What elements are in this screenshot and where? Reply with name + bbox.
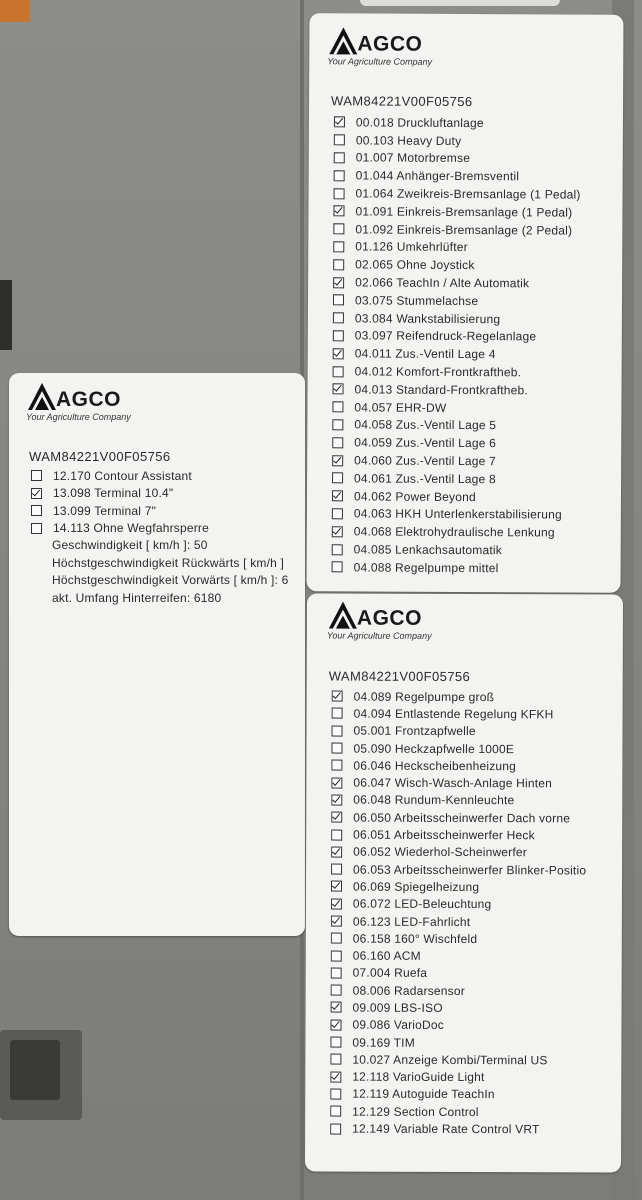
option-item xyxy=(332,688,587,706)
empty-checkbox-icon xyxy=(31,523,42,534)
serial-number: WAM84221V00F05756 xyxy=(328,668,471,685)
empty-checkbox-icon xyxy=(330,1123,341,1134)
option-text: 13.098 Terminal 10.4" xyxy=(53,486,174,501)
checked-checkbox-icon xyxy=(331,846,342,857)
brand-tagline: Your Agriculture Company xyxy=(26,412,131,422)
option-item xyxy=(334,149,581,168)
empty-checkbox-icon xyxy=(330,1089,341,1100)
option-text: 01.044 Anhänger-Bremsventil xyxy=(355,168,520,184)
agco-triangle-icon xyxy=(26,381,58,411)
option-item xyxy=(333,327,580,346)
note-speed: Geschwindigkeit [ km/h ]: 50 xyxy=(52,538,208,552)
empty-checkbox-icon xyxy=(31,505,42,516)
option-text: 04.013 Standard-Frontkraftheb. xyxy=(354,382,529,398)
option-text: 06.052 Wiederhol-Scheinwerfer xyxy=(353,844,528,860)
option-text: 04.062 Power Beyond xyxy=(353,489,476,504)
option-item xyxy=(333,291,580,310)
option-item xyxy=(331,791,586,809)
option-text: 06.069 Spiegelheizung xyxy=(352,879,480,894)
option-text: 04.089 Regelpumpe groß xyxy=(353,689,495,704)
option-area xyxy=(31,467,301,617)
option-text: 01.007 Motorbremse xyxy=(355,150,471,166)
option-item xyxy=(330,1120,585,1138)
option-list xyxy=(330,688,587,1139)
option-text: 12.170 Contour Assistant xyxy=(53,468,192,483)
option-text: 09.009 LBS-ISO xyxy=(352,1000,443,1015)
option-item xyxy=(332,398,579,417)
notes-block xyxy=(31,537,289,607)
empty-checkbox-icon xyxy=(332,725,343,736)
option-text: 06.053 Arbeitsscheinwerfer Blinker-Positio xyxy=(353,862,587,878)
option-text: 04.011 Zus.-Ventil Lage 4 xyxy=(354,346,496,362)
option-text: 06.123 LED-Fahrlicht xyxy=(352,914,471,929)
checked-checkbox-icon xyxy=(331,794,342,805)
option-item xyxy=(332,451,579,470)
option-text: 06.072 LED-Beleuchtung xyxy=(352,896,492,912)
checked-checkbox-icon xyxy=(31,488,42,499)
option-item xyxy=(332,722,587,740)
serial-number: WAM84221V00F05756 xyxy=(29,449,171,464)
option-item xyxy=(333,380,580,399)
option-item xyxy=(332,540,579,559)
checked-checkbox-icon xyxy=(333,348,344,359)
empty-checkbox-icon xyxy=(334,134,345,145)
option-item xyxy=(330,1033,585,1051)
option-item xyxy=(331,947,586,965)
option-text: 06.048 Rundum-Kennleuchte xyxy=(353,793,515,808)
option-item xyxy=(330,1068,585,1086)
empty-checkbox-icon xyxy=(332,401,343,412)
option-item xyxy=(330,1016,585,1034)
note-max-forward: Höchstgeschwindigkeit Vorwärts [ km/h ]: 6 xyxy=(52,573,289,587)
agco-logo xyxy=(26,381,131,422)
empty-checkbox-icon xyxy=(333,259,344,270)
option-item xyxy=(331,861,586,879)
option-item xyxy=(333,220,580,239)
checked-checkbox-icon xyxy=(334,117,345,128)
checked-checkbox-icon xyxy=(332,526,343,537)
empty-checkbox-icon xyxy=(333,223,344,234)
option-text: 01.064 Zweikreis-Bremsanlage (1 Pedal) xyxy=(355,186,581,202)
empty-checkbox-icon xyxy=(331,743,342,754)
option-item xyxy=(331,878,586,896)
option-text: 02.066 TeachIn / Alte Automatik xyxy=(355,275,530,291)
checked-checkbox-icon xyxy=(331,881,342,892)
option-item xyxy=(331,826,586,844)
empty-checkbox-icon xyxy=(332,508,343,519)
option-item xyxy=(333,238,580,257)
option-item xyxy=(331,895,586,913)
option-text: 05.090 Heckzapfwelle 1000E xyxy=(353,741,515,756)
checked-checkbox-icon xyxy=(332,455,343,466)
brand-tagline: Your Agriculture Company xyxy=(326,630,432,641)
option-item xyxy=(331,757,586,775)
checked-checkbox-icon xyxy=(333,384,344,395)
option-label-bottom-right xyxy=(305,593,623,1172)
empty-checkbox-icon xyxy=(332,544,343,555)
empty-checkbox-icon xyxy=(334,170,345,181)
checked-checkbox-icon xyxy=(332,691,343,702)
option-text: 04.012 Komfort-Frontkraftheb. xyxy=(354,364,522,380)
option-area xyxy=(330,688,615,1157)
option-item xyxy=(331,912,586,930)
option-item xyxy=(331,739,586,757)
option-text: 10.027 Anzeige Kombi/Terminal US xyxy=(352,1052,548,1068)
orange-part xyxy=(0,0,30,22)
empty-checkbox-icon xyxy=(332,708,343,719)
door-hinge xyxy=(0,1030,82,1120)
option-item xyxy=(333,362,580,381)
option-text: 12.149 Variable Rate Control VRT xyxy=(352,1121,540,1137)
option-item xyxy=(330,1103,585,1121)
option-text: 04.061 Zus.-Ventil Lage 8 xyxy=(354,471,496,486)
option-item xyxy=(331,843,586,861)
option-item xyxy=(332,469,579,488)
empty-checkbox-icon xyxy=(330,1037,341,1048)
empty-checkbox-icon xyxy=(332,473,343,484)
agco-logo xyxy=(327,25,432,67)
option-text: 04.088 Regelpumpe mittel xyxy=(353,560,499,575)
option-text: 01.126 Umkehrlüfter xyxy=(355,239,468,255)
option-text: 02.065 Ohne Joystick xyxy=(355,257,475,273)
option-item xyxy=(333,202,580,221)
note-max-reverse: Höchstgeschwindigkeit Rückwärts [ km/h ] xyxy=(52,555,285,570)
option-item xyxy=(31,520,209,538)
empty-checkbox-icon xyxy=(330,1054,341,1065)
option-item xyxy=(332,505,579,524)
option-item xyxy=(31,467,209,485)
agco-logo xyxy=(327,600,432,641)
option-text: 05.001 Frontzapfwelle xyxy=(353,723,476,739)
checked-checkbox-icon xyxy=(333,206,344,217)
empty-checkbox-icon xyxy=(331,950,342,961)
empty-checkbox-icon xyxy=(332,562,343,573)
option-text: 06.158 160° Wischfeld xyxy=(352,931,478,946)
option-item xyxy=(331,999,586,1017)
empty-checkbox-icon xyxy=(333,312,344,323)
option-text: 01.091 Einkreis-Bremsanlage (1 Pedal) xyxy=(355,204,573,220)
option-text: 09.086 VarioDoc xyxy=(352,1017,445,1033)
empty-checkbox-icon xyxy=(333,366,344,377)
empty-checkbox-icon xyxy=(330,1106,341,1117)
option-text: 04.094 Entlastende Regelung KFKH xyxy=(353,706,554,722)
option-text: 12.129 Section Control xyxy=(352,1104,479,1119)
empty-checkbox-icon xyxy=(31,470,42,481)
option-text: 06.050 Arbeitsscheinwerfer Dach vorne xyxy=(353,810,571,826)
option-item xyxy=(333,345,580,364)
checked-checkbox-icon xyxy=(331,898,342,909)
option-item xyxy=(330,1085,585,1103)
brand-name: AGCO xyxy=(356,606,422,630)
option-text: 04.058 Zus.-Ventil Lage 5 xyxy=(354,417,497,433)
checked-checkbox-icon xyxy=(330,1071,341,1082)
option-item xyxy=(333,273,580,292)
option-item xyxy=(334,184,581,203)
option-text: 03.097 Reifendruck-Regelanlage xyxy=(354,328,537,344)
option-item xyxy=(31,502,209,520)
option-text: 06.046 Heckscheibenheizung xyxy=(353,758,517,774)
option-text: 06.047 Wisch-Wasch-Anlage Hinten xyxy=(353,775,553,791)
empty-checkbox-icon xyxy=(331,967,342,978)
brand-name: AGCO xyxy=(357,32,423,56)
brand-tagline: Your Agriculture Company xyxy=(327,56,433,67)
option-item xyxy=(331,964,586,982)
empty-checkbox-icon xyxy=(331,760,342,771)
option-item xyxy=(332,416,579,435)
checked-checkbox-icon xyxy=(331,1002,342,1013)
checked-checkbox-icon xyxy=(331,812,342,823)
option-item xyxy=(334,113,581,132)
empty-checkbox-icon xyxy=(331,933,342,944)
option-list xyxy=(332,113,581,577)
option-item xyxy=(332,487,579,506)
option-text: 12.119 Autoguide TeachIn xyxy=(352,1087,495,1102)
empty-checkbox-icon xyxy=(332,437,343,448)
option-item xyxy=(332,705,587,723)
option-text: 14.113 Ohne Wegfahrsperre xyxy=(53,521,209,536)
option-text: 03.075 Stummelachse xyxy=(354,293,479,308)
option-item xyxy=(331,809,586,827)
empty-checkbox-icon xyxy=(334,152,345,163)
option-item xyxy=(330,1051,585,1069)
checked-checkbox-icon xyxy=(332,490,343,501)
option-text: 01.092 Einkreis-Bremsanlage (2 Pedal) xyxy=(355,222,573,238)
empty-checkbox-icon xyxy=(331,985,342,996)
option-text: 12.118 VarioGuide Light xyxy=(352,1069,485,1085)
option-item xyxy=(334,131,581,150)
option-item xyxy=(331,930,586,948)
option-list xyxy=(31,467,209,537)
brand-name: AGCO xyxy=(56,388,121,411)
agco-triangle-icon xyxy=(327,25,359,55)
empty-checkbox-icon xyxy=(331,829,342,840)
door-latch xyxy=(0,280,12,350)
option-label-top-right xyxy=(306,13,623,593)
empty-checkbox-icon xyxy=(334,188,345,199)
empty-checkbox-icon xyxy=(333,241,344,252)
note-tire-circumference: akt. Umfang Hinterreifen: 6180 xyxy=(52,590,222,605)
option-text: 06.051 Arbeitsscheinwerfer Heck xyxy=(353,827,535,843)
option-label-left xyxy=(9,373,305,936)
top-edge xyxy=(360,0,560,6)
option-item xyxy=(331,774,586,792)
option-text: 04.059 Zus.-Ventil Lage 6 xyxy=(354,435,497,451)
option-item xyxy=(332,558,579,577)
option-text: 03.084 Wankstabilisierung xyxy=(354,311,501,326)
option-text: 04.060 Zus.-Ventil Lage 7 xyxy=(354,453,496,469)
option-text: 04.085 Lenkachsautomatik xyxy=(353,542,502,558)
empty-checkbox-icon xyxy=(333,295,344,306)
option-text: 00.018 Druckluftanlage xyxy=(355,115,484,130)
checked-checkbox-icon xyxy=(331,777,342,788)
option-item xyxy=(332,434,579,453)
serial-number: WAM84221V00F05756 xyxy=(331,93,473,110)
empty-checkbox-icon xyxy=(333,330,344,341)
checked-checkbox-icon xyxy=(331,916,342,927)
option-text: 08.006 Radarsensor xyxy=(352,983,465,998)
option-item xyxy=(333,309,580,328)
option-text: 06.160 ACM xyxy=(352,948,421,963)
empty-checkbox-icon xyxy=(332,419,343,430)
option-text: 04.068 Elektrohydraulische Lenkung xyxy=(353,524,555,540)
option-text: 04.057 EHR-DW xyxy=(354,400,447,415)
agco-triangle-icon xyxy=(327,600,359,630)
option-text: 00.103 Heavy Duty xyxy=(355,133,462,148)
option-item xyxy=(332,523,579,542)
option-text: 04.063 HKH Unterlenkerstabilisierung xyxy=(353,506,562,522)
option-item xyxy=(333,256,580,275)
option-text: 13.099 Terminal 7" xyxy=(53,503,157,518)
checked-checkbox-icon xyxy=(333,277,344,288)
option-text: 09.169 TIM xyxy=(352,1035,415,1050)
option-item xyxy=(334,167,581,186)
option-item xyxy=(31,485,209,503)
option-item xyxy=(331,982,586,1000)
option-text: 07.004 Ruefa xyxy=(352,966,428,981)
checked-checkbox-icon xyxy=(330,1019,341,1030)
empty-checkbox-icon xyxy=(331,864,342,875)
